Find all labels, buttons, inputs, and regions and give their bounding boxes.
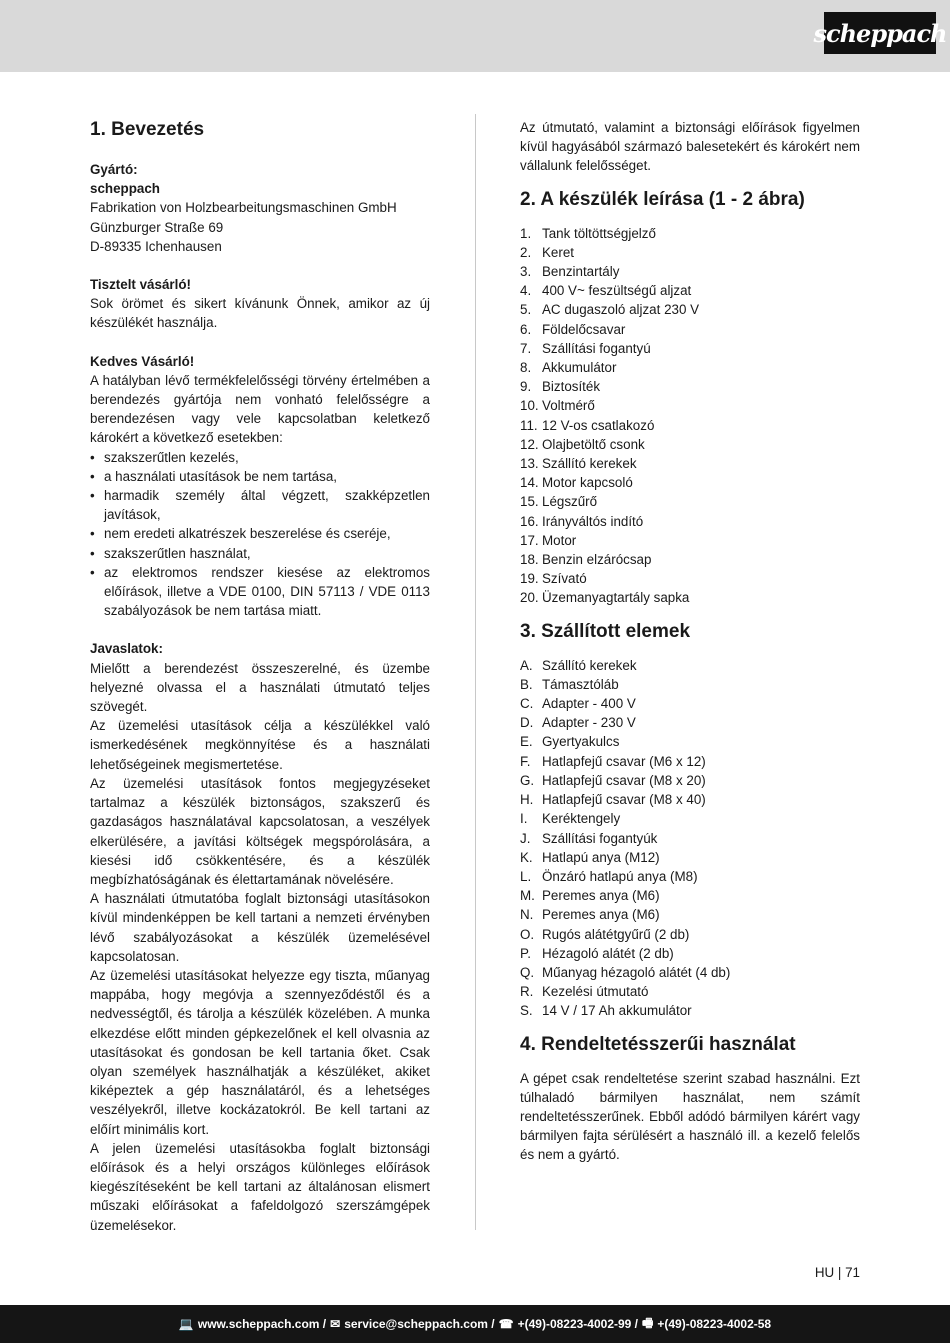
item-number: N. — [520, 907, 534, 923]
list-item — [520, 416, 860, 435]
item-number: 11. — [520, 417, 538, 433]
list-item — [520, 243, 860, 262]
item-number: 9. — [520, 379, 532, 395]
list-item — [520, 944, 860, 963]
item-text: Hatlapfejű csavar (M6 x 12) — [542, 753, 706, 769]
list-item — [520, 867, 860, 886]
manufacturer-line: D-89335 Ichenhausen — [90, 238, 222, 254]
item-number: 12. — [520, 436, 539, 452]
item-text: Hatlapú anya (M12) — [542, 849, 660, 865]
item-number: O. — [520, 926, 535, 942]
list-item — [520, 771, 860, 790]
list-item — [520, 752, 860, 771]
item-number: 6. — [520, 321, 532, 337]
item-text: Benzin elzárócsap — [542, 552, 652, 568]
item-number: F. — [520, 753, 531, 769]
item-number: 2. — [520, 244, 532, 260]
liability-note: Az útmutató, valamint a biztonsági előírások figyelmen kívül hagyásából származó balesetekért és károkért nem vállalunk felelősséget. — [520, 120, 860, 174]
list-item — [520, 713, 860, 732]
supplied-list — [520, 656, 860, 1021]
footer-fax: +(49)-08223-4002-58 — [657, 1317, 772, 1331]
item-number: I. — [520, 811, 528, 827]
item-number: L. — [520, 868, 532, 884]
list-item — [520, 848, 860, 867]
item-number: 5. — [520, 302, 532, 318]
item-number: 4. — [520, 283, 532, 299]
list-item — [520, 320, 860, 339]
list-item: • szakszerűtlen kezelés, — [90, 448, 430, 467]
recommendation-paragraph: Az üzemelési utasításokat helyezze egy tiszta, műanyag mappába, hogy megóvja a szennyeződéstől és a nedvességtől, és tárolja a készülék közelében. A munka elkezdése előtt minden gépkezelőnek el kell olvasnia az utasításokat és gondosan be kell tartania őket. Csak olyan személyek használhatják a készüléket, akiket kiképeztek a gép használatáról, és a lehetséges veszélyekről, illetve kockázatokról. Be kell tartani az előírt minimális kort. — [90, 967, 430, 1137]
item-number: 14. — [520, 475, 539, 491]
item-number: 8. — [520, 360, 532, 376]
item-number: 13. — [520, 456, 539, 472]
manufacturer-line: Fabrikation von Holzbearbeitungsmaschinen GmbH — [90, 200, 397, 216]
list-item — [520, 675, 860, 694]
item-number: 18. — [520, 552, 539, 568]
list-item — [520, 377, 860, 396]
list-item — [520, 1001, 860, 1020]
list-item: • nem eredeti alkatrészek beszerelése és cseréje, — [90, 524, 430, 543]
list-item — [520, 829, 860, 848]
supplied-title: 3. Szállított elemek — [520, 620, 691, 642]
list-item — [520, 512, 860, 531]
list-item — [520, 492, 860, 511]
recommendation-paragraph: Az üzemelési utasítások célja a készülékkel való ismerkedésének megkönnyítése és a használati lehetőségeinek megismertetése. — [90, 718, 430, 772]
item-text: Műanyag hézagoló alátét (4 db) — [542, 964, 731, 980]
item-text: Adapter - 400 V — [542, 696, 636, 712]
list-item — [520, 905, 860, 924]
item-text: Rugós alátétgyűrű (2 db) — [542, 926, 690, 942]
item-number: C. — [520, 696, 534, 712]
item-number: H. — [520, 792, 534, 808]
liability-text: A hatályban lévő termékfelelősségi törvény értelmében a berendezés gyártója nem vonható felelősségre a berendezésen vagy vele kapcsolatban keletkező károkért a következő esetekben: — [90, 372, 430, 446]
item-text: Biztosíték — [542, 379, 601, 395]
manufacturer-name: scheppach — [90, 181, 160, 197]
list-item — [520, 694, 860, 713]
manufacturer-line: Günzburger Straße 69 — [90, 219, 224, 235]
item-text: Szívató — [542, 571, 587, 587]
item-text: Hatlapfejű csavar (M8 x 20) — [542, 772, 706, 788]
item-text: Benzintartály — [542, 264, 620, 280]
greeting-text: Sok örömet és sikert kívánunk Önnek, amikor az új készülékét használja. — [90, 296, 430, 331]
intended-use-text: A gépet csak rendeltetése szerint szabad használni. Ezt túlhaladó bármilyen használat, nem számít rendeltetésszerűnek. Ebből adódó bármilyen kárért vagy bármilyen fajta sérülésért a használó ill. a kezelő felelős és nem a gyártó. — [520, 1070, 860, 1163]
item-number: 19. — [520, 571, 539, 587]
item-text: Hatlapfejű csavar (M8 x 40) — [542, 792, 706, 808]
item-text: Motor — [542, 532, 577, 548]
item-number: D. — [520, 715, 534, 731]
item-text: Hézagoló alátét (2 db) — [542, 945, 674, 961]
item-text: Voltmérő — [542, 398, 595, 414]
recommendations-title: Javaslatok: — [90, 641, 163, 657]
computer-icon: 💻 — [178, 1317, 194, 1331]
item-text: Irányváltós indító — [542, 513, 644, 529]
item-number: 17. — [520, 532, 539, 548]
list-item — [520, 925, 860, 944]
item-number: 20. — [520, 590, 539, 606]
item-text: Keréktengely — [542, 811, 621, 827]
list-item — [520, 435, 860, 454]
item-text: Gyertyakulcs — [542, 734, 620, 750]
list-item: • a használati utasítások be nem tartása, — [90, 467, 430, 486]
item-text: 400 V~ feszültségű aljzat — [542, 283, 692, 299]
list-item — [520, 982, 860, 1001]
item-number: B. — [520, 676, 533, 692]
item-number: A. — [520, 657, 533, 673]
item-number: G. — [520, 772, 535, 788]
footer-web[interactable]: www.scheppach.com / — [197, 1317, 327, 1331]
list-item — [520, 300, 860, 319]
recommendation-paragraph: Mielőtt a berendezést összeszerelné, és üzembe helyezné olvassa el a használati útmutató teljes szövegét. — [90, 660, 430, 715]
list-item — [520, 262, 860, 281]
list-item — [520, 454, 860, 473]
item-number: E. — [520, 734, 533, 750]
phone-icon: ☎ — [498, 1317, 514, 1331]
item-number: 10. — [520, 398, 539, 414]
logo-text: scheppach — [813, 18, 947, 48]
item-number: 15. — [520, 494, 539, 510]
item-text: Szállító kerekek — [542, 657, 637, 673]
greeting-title: Kedves Vásárló! — [90, 353, 195, 369]
item-text: Földelőcsavar — [542, 321, 626, 337]
liability-list — [90, 448, 430, 621]
list-item — [520, 656, 860, 675]
footer-phone: +(49)-08223-4002-99 / — [517, 1317, 639, 1331]
column-divider — [475, 114, 476, 1230]
item-text: Üzemanyagtartály sapka — [542, 590, 690, 606]
footer-bar — [0, 1305, 950, 1343]
item-text: 12 V-os csatlakozó — [542, 417, 655, 433]
description-title: 2. A készülék leírása (1 - 2 ábra) — [520, 188, 805, 210]
item-number: 3. — [520, 264, 532, 280]
item-number: P. — [520, 945, 531, 961]
item-text: Támasztóláb — [542, 676, 619, 692]
recommendation-paragraph: Az üzemelési utasítások fontos megjegyzéseket tartalmaz a készülék biztonságos, szakszerű és gazdaságos használatával kapcsolatosan, a veszélyek elkerülésére, a javítási költségek megspórolására, a kiesési idő csökkentésére, és a készülék megbízhatóságának és élettartamának növelésére. — [90, 775, 430, 887]
item-text: Légszűrő — [542, 494, 598, 510]
page-number: HU | 71 — [814, 1265, 860, 1280]
item-number: Q. — [520, 964, 535, 980]
list-item — [520, 339, 860, 358]
item-text: Akkumulátor — [542, 360, 617, 376]
item-text: Kezelési útmutató — [542, 984, 649, 1000]
list-item — [520, 358, 860, 377]
left-column — [90, 118, 430, 1235]
item-number: 16. — [520, 513, 539, 529]
item-text: AC dugaszoló aljzat 230 V — [542, 302, 700, 318]
item-text: Szállítási fogantyú — [542, 340, 651, 356]
list-item — [520, 473, 860, 492]
footer-email[interactable]: service@scheppach.com / — [344, 1317, 495, 1331]
fax-icon: 🖷 — [642, 1315, 654, 1330]
item-number: K. — [520, 849, 533, 865]
item-text: Peremes anya (M6) — [542, 907, 660, 923]
item-text: Olajbetöltő csonk — [542, 436, 645, 452]
list-item — [520, 809, 860, 828]
item-number: R. — [520, 984, 534, 1000]
item-text: Adapter - 230 V — [542, 715, 636, 731]
recommendation-paragraph: A jelen üzemelési utasításokba foglalt biztonsági előírások és a helyi országos különleges előírások kiegészítéseként be kell tartani az általánosan elismert műszaki előírásokat a fafeldolgozó szerszámgépek üzemelésekor. — [90, 1140, 430, 1233]
list-item — [520, 281, 860, 300]
recommendation-paragraph: A használati útmutatóba foglalt biztonsági utasításokon kívül mindenképpen be kell tartani a nemzeti érvényben lévő szabályozásokat a készülék üzemelésével kapcsolatosan. — [90, 891, 430, 964]
item-text: Önzáró hatlapú anya (M8) — [542, 868, 698, 884]
manufacturer-label: Gyártó: — [90, 162, 138, 177]
list-item — [520, 550, 860, 569]
list-item — [520, 588, 860, 607]
list-item — [520, 732, 860, 751]
description-list — [520, 224, 860, 608]
item-text: Tank töltöttségjelző — [542, 225, 656, 241]
item-text: Szállító kerekek — [542, 456, 637, 472]
mail-icon: ✉ — [330, 1317, 341, 1331]
list-item — [520, 963, 860, 982]
item-number: S. — [520, 1003, 533, 1019]
scheppach-logo — [813, 12, 947, 54]
item-text: Peremes anya (M6) — [542, 888, 660, 904]
list-item — [520, 396, 860, 415]
list-item — [520, 224, 860, 243]
list-item — [520, 531, 860, 550]
list-item: • harmadik személy által végzett, szakképzetlen javítások, — [90, 486, 430, 524]
item-number: 1. — [520, 225, 532, 241]
item-text: Motor kapcsoló — [542, 475, 633, 491]
item-number: 7. — [520, 340, 532, 356]
item-text: Szállítási fogantyúk — [542, 830, 658, 846]
header-band — [0, 0, 950, 72]
list-item: • az elektromos rendszer kiesése az elektromos előírások, illetve a VDE 0100, DIN 57113 / VDE 0113 szabályozások be nem tartása miatt. — [90, 563, 430, 621]
intended-use-title: 4. Rendeltetésszerűi használat — [520, 1033, 796, 1055]
list-item — [520, 886, 860, 905]
list-item — [520, 569, 860, 588]
item-text: Keret — [542, 244, 575, 260]
list-item — [520, 790, 860, 809]
item-text: 14 V / 17 Ah akkumulátor — [542, 1003, 692, 1019]
greeting-title: Tisztelt vásárló! — [90, 277, 191, 293]
right-column — [520, 118, 860, 1165]
item-number: M. — [520, 888, 535, 904]
intro-title: 1. Bevezetés — [90, 119, 205, 140]
item-number: J. — [520, 830, 531, 846]
list-item: • szakszerűtlen használat, — [90, 544, 430, 563]
